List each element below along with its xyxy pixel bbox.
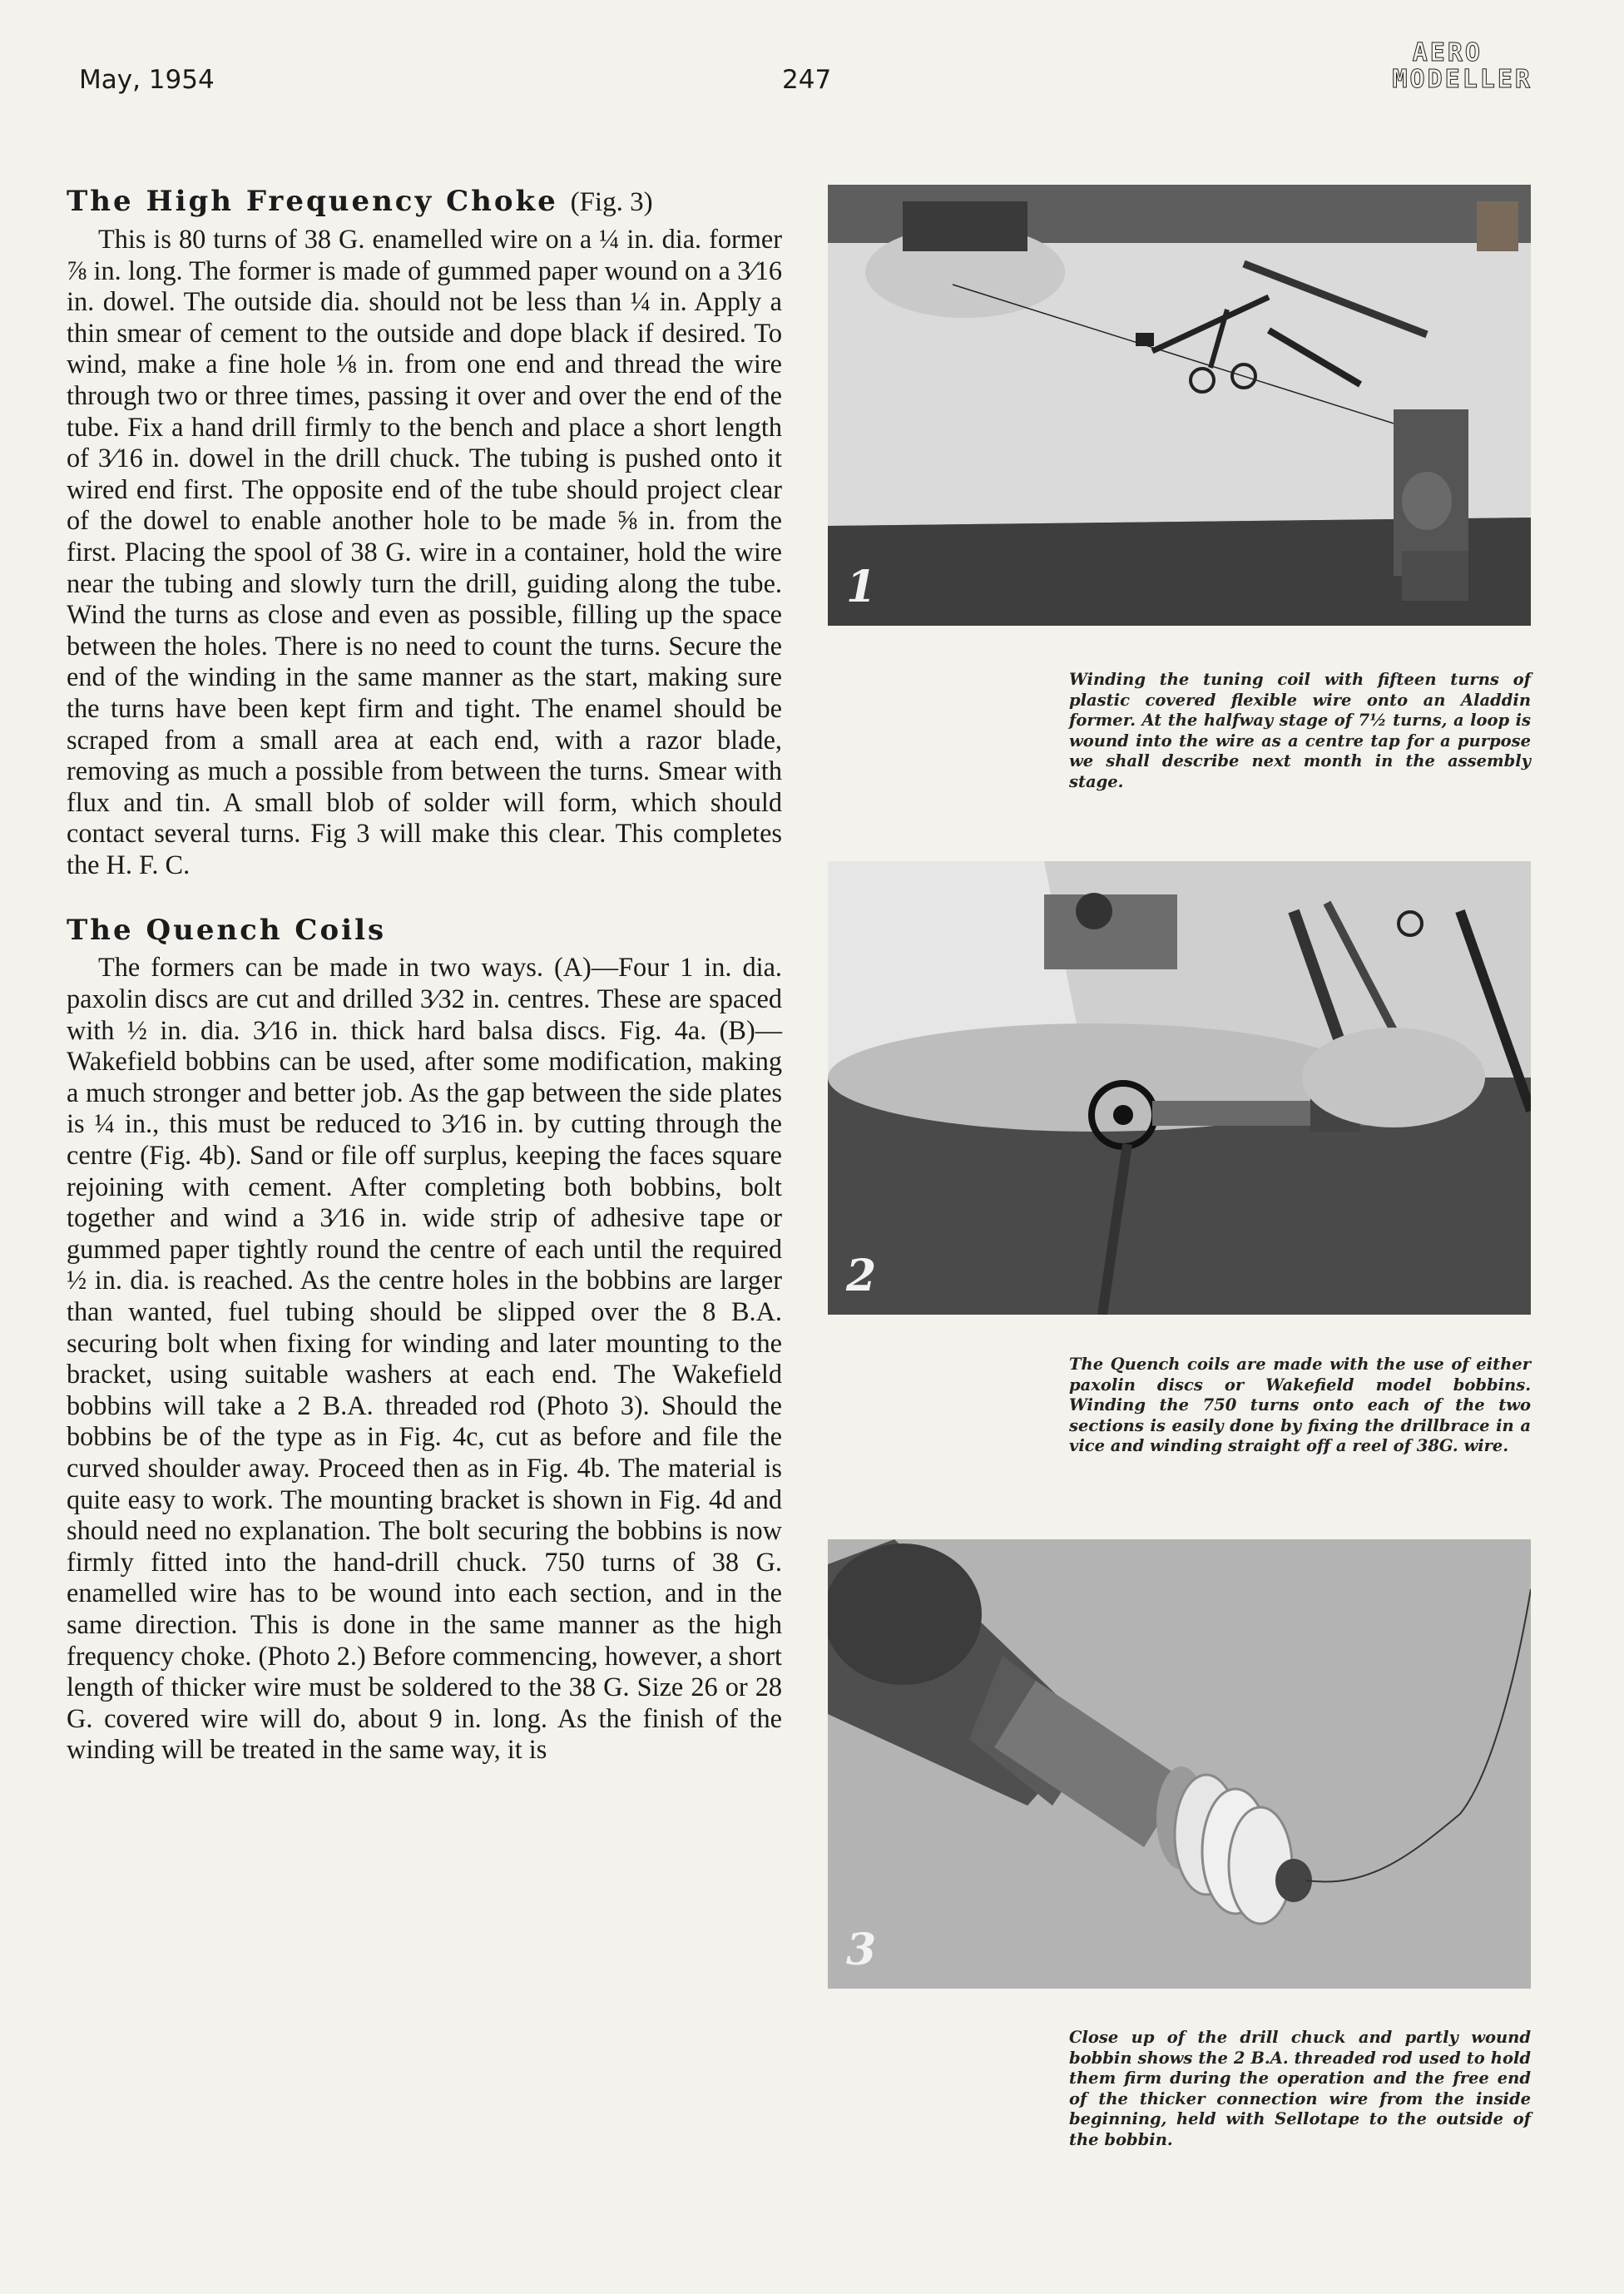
section-body-hfc: This is 80 turns of 38 G. enamelled wire on a ¼ in. dia. former ⅞ in. long. The former is made of gummed paper wound on a 3⁄16 in. dowel. The outside dia. should not be less than ¼ in. Apply a thin smear of cement to the outside and dope black if desired. To wind, make a fine hole ⅛ in. from one end and thread the wire through two or three times, passing it over and over the end of the tube. Fix a hand drill firmly to the bench and place a short length of 3⁄16 in. dowel in the drill chuck. The tubing is pushed onto it wired end first. The opposite end of the tube should project clear of the dowel to enable another hole to be made ⅝ in. from the first. Placing the spool of 38 G. wire in a container, hold the wire near the tubing and slowly turn the drill, guiding along the tube. Wind the turns as close and even as possible, filling up the space between the holes. There is no need to count the turns. Secure the end of the winding in the same manner as the start, making sure the turns have been kept firm and tight. The enamel should be scraped from a small area at each end, with a razor blade, removing as much a possible from between the turns. Smear with flux and tin. A small blob of solder will form, which should contact several turns. Fig 3 will make this clear. This completes the H. F. C. xyxy=(67,224,782,879)
photo-2-image xyxy=(828,861,1531,1315)
photo-1 xyxy=(828,185,1531,626)
section-heading-hfc xyxy=(67,183,782,220)
logo-line-2: MODELLER xyxy=(1392,65,1532,94)
magazine-logo xyxy=(1393,40,1533,93)
photo-2-number: 2 xyxy=(846,1251,877,1301)
photo-1-number: 1 xyxy=(846,562,877,612)
photo-1-caption: Winding the tuning coil with fifteen turns of plastic covered flexible wire onto an Aladdin former. At the halfway stage of 7½ turns, a loop is wound into the wire as a centre tap for a purpose we shall describe next month in the assembly stage. xyxy=(1069,670,1531,791)
photo-3 xyxy=(828,1539,1531,1989)
photo-2 xyxy=(828,861,1531,1315)
logo-line-1: AERO xyxy=(1412,38,1483,67)
page-number: 247 xyxy=(782,65,832,95)
section-heading-hfc-fig: (Fig. 3) xyxy=(570,187,653,217)
photo-3-image xyxy=(828,1539,1531,1989)
section-body-quench: The formers can be made in two ways. (A)—Four 1 in. dia. paxolin discs are cut and drilled 3⁄32 in. centres. These are spaced with ½ in. dia. 3⁄16 in. thick hard balsa discs. Fig. 4a. (B)—Wakefield bobbins can be used, after some modification, making a much stronger and better job. As the gap between the side plates is ¼ in., this must be reduced to 3⁄16 in. by cutting through the centre (Fig. 4b). Sand or file off surplus, keeping the faces square rejoining with cement. After completing both bobbins, bolt together and wind a 3⁄16 in. wide strip of adhesive tape or gummed paper tightly round the centre of each until the required ½ in. dia. is reached. As the centre holes in the bobbins are larger than wanted, fuel tubing should be slipped over the 8 B.A. securing bolt when fixing for winding and later mounting to the bracket, using suitable washers at each end. The Wakefield bobbins will take a 2 B.A. threaded rod (Photo 3). Should the bobbins be of the type as in Fig. 4c, cut as before and file the curved shoulder away. Proceed then as in Fig. 4b. The material is quite easy to work. The mounting bracket is shown in Fig. 4d and should need no explanation. The bolt securing the bobbins is now firmly fitted into the hand-drill chuck. 750 turns of 38 G. enamelled wire has to be wound into each section, and in the same direction. This is done in the same manner as the high frequency choke. (Photo 2.) Before commencing, however, a short length of thicker wire must be soldered to the 38 G. Size 26 or 28 G. covered wire will do, about 9 in. long. As the finish of the winding will be treated in the same way, it is xyxy=(67,952,782,1765)
section-heading-quench: The Quench Coils xyxy=(67,914,387,948)
issue-date: May, 1954 xyxy=(79,65,215,95)
section-heading-hfc-text: The High Frequency Choke xyxy=(67,185,558,218)
page-header xyxy=(0,38,1624,116)
photo-1-image xyxy=(828,185,1531,626)
photo-3-number: 3 xyxy=(846,1925,877,1975)
article-column xyxy=(67,183,782,1766)
photo-3-caption: Close up of the drill chuck and partly wound bobbin shows the 2 B.A. threaded rod used to hold them firm during the operation and the free end of the thicker connection wire from the inside beginning, held with Sellotape to the outside of the bobbin. xyxy=(1069,2028,1531,2149)
photo-2-caption: The Quench coils are made with the use of either paxolin discs or Wakefield model bobbins. Winding the 750 turns onto each of the two sections is easily done by fixing the drillbrace in a vice and winding straight off a reel of 38G. wire. xyxy=(1069,1355,1531,1455)
